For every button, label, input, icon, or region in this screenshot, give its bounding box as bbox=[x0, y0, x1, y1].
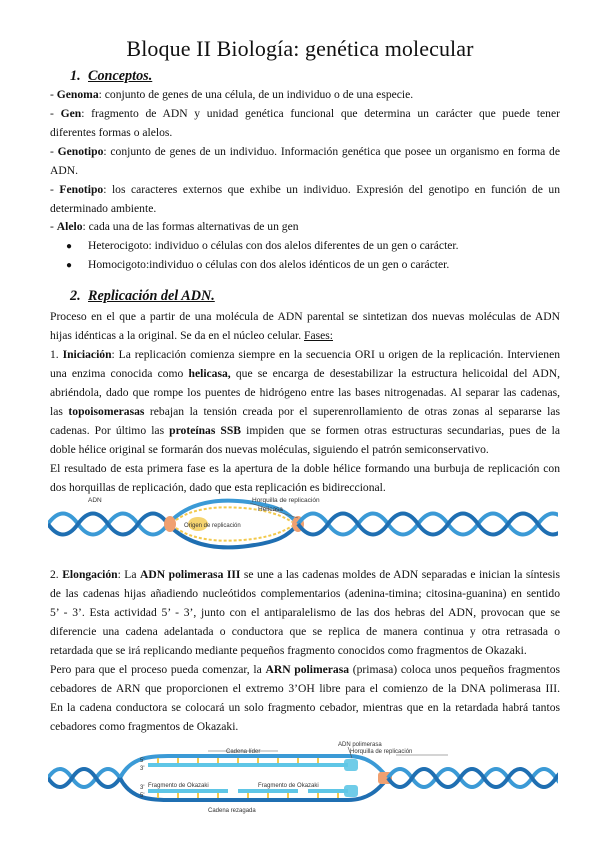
dash: - bbox=[50, 107, 61, 120]
text: : La replicación comienza siempre en la secuencia ORI u origen de la replicación. Intervienen bbox=[111, 348, 561, 361]
label-origen: Origen de replicación bbox=[184, 523, 241, 529]
text: las bbox=[50, 405, 69, 418]
term: topoisomerasas bbox=[68, 405, 145, 418]
iniciacion-line-1 bbox=[50, 346, 560, 365]
text: impiden que se formen otras estructuras secundarias, pues de la bbox=[241, 424, 560, 437]
section-title: Conceptos. bbox=[88, 68, 153, 84]
term: ARN polimerasa bbox=[265, 663, 350, 676]
definition-text: : fragmento de ADN y unidad genética funcional que determina un carácter que puede tener bbox=[81, 107, 560, 120]
elongacion-line-3: 5’ - 3’. Esta actividad 5’ - 3’, junto con el antiparalelismo de las dos hebras del ADN, provocan que se bbox=[50, 606, 560, 619]
term: Gen bbox=[60, 107, 82, 120]
iniciacion-line-6: doble hélice original se formarán dos nuevas moléculas, siguiendo el patrón semiconservativo. bbox=[50, 443, 489, 456]
fases-label: Fases: bbox=[304, 329, 333, 342]
elongacion-line-2: de las cadenas hijas añadiendo nucleótidos complementarios (adenina-timina; citosina-guanina) en sentido bbox=[50, 587, 560, 600]
bullet-icon: ● bbox=[66, 260, 73, 271]
list-item-heterocigoto bbox=[66, 237, 459, 257]
elongacion-line-5: retardada que se irá replicando mediante pequeños fragmento conocidos como fragmentos de Okazaki. bbox=[50, 644, 527, 657]
label-horquilla: Horquilla de replicación bbox=[252, 497, 320, 504]
label-fragmento-okazaki-2: Fragmento de Okazaki bbox=[258, 783, 319, 789]
iniciacion-line-4 bbox=[50, 403, 560, 422]
elongacion-line-8: En la cadena conductora se colocará un solo fragmento cebador, mientras que en la retardada habrá tantos bbox=[50, 701, 560, 714]
label-fragmento-okazaki: Fragmento de Okazaki bbox=[148, 783, 209, 789]
intro-line-2 bbox=[50, 327, 560, 346]
definition-gen-cont: diferentes formas o alelos. bbox=[50, 126, 173, 139]
section-number: 2. bbox=[70, 288, 81, 304]
elongacion-line-7: cebadores de ARN que proporcionen el extremo 3’OH libre para el comienzo de la DNA polimerasa III. bbox=[50, 682, 560, 695]
definition-alelo bbox=[50, 218, 560, 237]
term: proteínas SSB bbox=[169, 424, 242, 437]
dash: - bbox=[50, 220, 57, 233]
definition-text: : conjunto de genes de una célula, de un individuo o de una especie. bbox=[98, 88, 414, 101]
label-adn-polimerasa: ADN polimerasa bbox=[338, 742, 382, 748]
page-title: Bloque II Biología: genética molecular bbox=[126, 36, 474, 61]
term: Alelo bbox=[56, 220, 83, 233]
label-cadena-rezagada: Cadena rezagada bbox=[208, 808, 256, 814]
dash: - bbox=[50, 88, 57, 101]
definition-text: : conjunto de genes de un individuo. Información genética que posee un organismo en forma de bbox=[103, 145, 560, 158]
polymerase-lagging-icon bbox=[344, 785, 358, 797]
step-heading: Iniciación bbox=[62, 348, 112, 361]
label-cadena-lider: Cadena líder bbox=[226, 749, 261, 755]
term: Fenotipo bbox=[59, 183, 104, 196]
iniciacion-line-8: dos horquillas de replicación, dado que esta replicación es bidireccional. bbox=[50, 481, 386, 494]
section-heading-conceptos bbox=[70, 68, 152, 85]
step-heading: Elongación bbox=[62, 568, 118, 581]
label-3prime-bottom: 3' bbox=[140, 785, 145, 791]
definition-genoma bbox=[50, 86, 560, 105]
dash: - bbox=[50, 145, 58, 158]
term: helicasa, bbox=[188, 367, 231, 380]
text: cadenas. Por último las bbox=[50, 424, 170, 437]
iniciacion-line-3: abriéndola, dado que rompe los puentes de hidrógeno entre las bases nitrogenadas. Al separar las cadenas, bbox=[50, 386, 560, 399]
section-heading-replicacion bbox=[70, 288, 215, 305]
section-title: Replicación del ADN. bbox=[88, 288, 215, 304]
helicase-left-icon bbox=[164, 516, 176, 532]
figure-replication-bubble bbox=[48, 492, 558, 559]
replication-fork-diagram bbox=[48, 738, 558, 816]
bullet-icon: ● bbox=[66, 241, 73, 252]
dna-helix bbox=[48, 501, 558, 548]
intro-line-1: Proceso en el que a partir de una molécula de ADN parental se sintetizan dos nuevas moléculas de ADN bbox=[50, 310, 560, 323]
label-adn: ADN bbox=[88, 497, 102, 504]
definition-text: : cada una de las formas alternativas de un gen bbox=[82, 220, 299, 233]
definition-gen bbox=[50, 105, 560, 124]
term: Genotipo bbox=[57, 145, 104, 158]
elongacion-line-4: diferencie una cadena adelantada o conductora que se replica de manera continua y otra retrasada o bbox=[50, 625, 560, 638]
section-number: 1. bbox=[70, 68, 81, 84]
text: se une a las cadenas moldes de ADN separadas e inician la síntesis bbox=[240, 568, 560, 581]
definition-fenotipo bbox=[50, 181, 560, 200]
text: rebajan la tensión creada por el superenrollamiento de otras zonas al separarse las bbox=[144, 405, 560, 418]
replication-bubble-diagram bbox=[48, 492, 558, 554]
text: (primasa) coloca unos pequeños fragmentos bbox=[349, 663, 561, 676]
label-5prime-top: 5' bbox=[140, 758, 145, 764]
elongacion-line-9: cebadores como fragmentos de Okazaki. bbox=[50, 720, 239, 733]
step-number: 2. bbox=[50, 568, 63, 581]
label-helicasa: Helicasa bbox=[258, 506, 283, 513]
list-item-text: Homocigoto:individuo o células con dos alelos idénticos de un gen o carácter. bbox=[88, 258, 450, 271]
dash: - bbox=[50, 183, 60, 196]
iniciacion-line-2 bbox=[50, 365, 560, 384]
step-number: 1. bbox=[50, 348, 63, 361]
text: Pero para que el proceso pueda comenzar, la bbox=[50, 663, 266, 676]
intro-text: hijas idénticas a la original. Se da en el núcleo celular. bbox=[50, 329, 305, 342]
term: Genoma bbox=[56, 88, 99, 101]
definition-genotipo-cont: ADN. bbox=[50, 164, 79, 177]
definition-genotipo bbox=[50, 143, 560, 162]
iniciacion-line-5 bbox=[50, 422, 560, 441]
dna-fork bbox=[48, 756, 558, 800]
polymerase-leading-icon bbox=[344, 759, 358, 771]
text: : La bbox=[117, 568, 141, 581]
definition-fenotipo-cont: determinado ambiente. bbox=[50, 202, 157, 215]
text: que se encarga de desestabilizar la estructura helicoidal del ADN, bbox=[230, 367, 560, 380]
iniciacion-line-7: El resultado de esta primera fase es la apertura de la doble hélice formando una burbuja de replicación con bbox=[50, 462, 560, 475]
text: una enzima conocida como bbox=[50, 367, 189, 380]
list-item-homocigoto bbox=[66, 256, 449, 276]
list-item-text: Heterocigoto: individuo o células con dos alelos diferentes de un gen o carácter. bbox=[88, 239, 459, 252]
label-horquilla: Horquilla de replicación bbox=[350, 749, 413, 755]
elongacion-line-1 bbox=[50, 566, 560, 585]
label-5prime-bottom: 5' bbox=[140, 793, 145, 799]
label-3prime-top: 3' bbox=[140, 766, 145, 772]
definition-text: : los caracteres externos que exhibe un individuo. Expresión del genotipo en función de un bbox=[103, 183, 561, 196]
term: ADN polimerasa III bbox=[140, 568, 241, 581]
figure-replication-fork bbox=[48, 738, 558, 821]
elongacion-line-6 bbox=[50, 661, 560, 680]
